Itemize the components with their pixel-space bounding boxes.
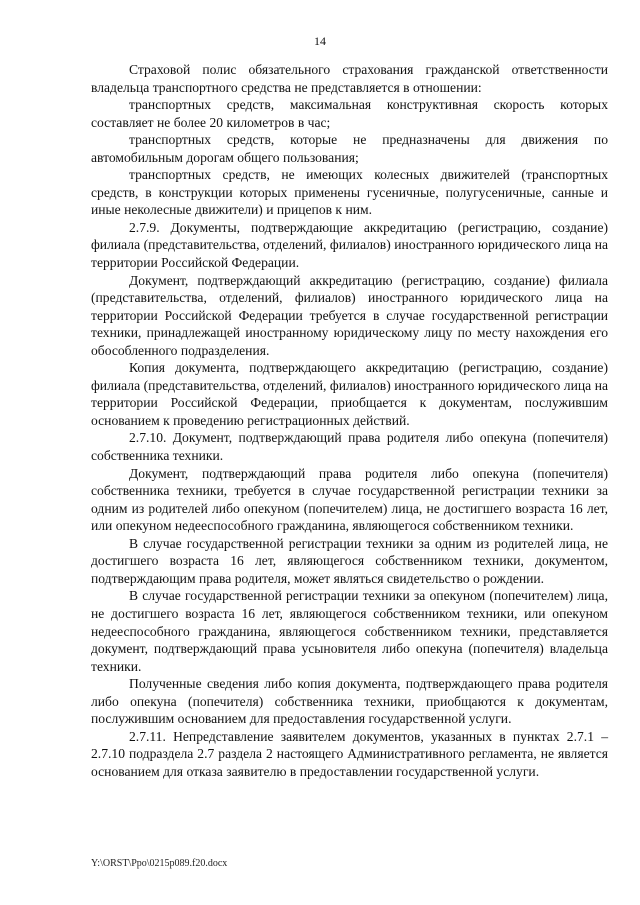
document-body	[91, 61, 608, 780]
paragraph: транспортных средств, не имеющих колесных движителей (транспортных средств, в конструкции которых применены гусеничные, полугусеничные, санные и иные неколесные движители) и прицепов к ним.	[91, 167, 608, 218]
paragraph: Документ, подтверждающий аккредитацию (регистрацию, создание) филиала (представительства, отделений, филиалов) иностранного юридического лица на территории Российской Федерации требуется в случае государственной регистрации техники, принадлежащей иностранному юридическому лицу по месту нахождения его обособленного подразделения.	[91, 272, 608, 358]
paragraph: В случае государственной регистрации техники за одним из родителей лица, не достигшего возраста 16 лет, являющегося собственником техники, документом, подтверждающим права родителя, может являться свидетельство о рождении.	[91, 535, 608, 586]
paragraph: В случае государственной регистрации техники за опекуном (попечителем) лица, не достигшего возраста 16 лет, являющегося собственником техники, или опекуном недееспособного гражданина, являющегося собственником техники, представляется документ, подтверждающий права усыновителя либо опекуна (попечителя) владельца техники.	[91, 588, 608, 674]
paragraph: 2.7.9. Документы, подтверждающие аккредитацию (регистрацию, создание) филиала (представительства, отделений, филиалов) иностранного юридического лица на территории Российской Федерации.	[91, 219, 608, 271]
paragraph: транспортных средств, максимальная конструктивная скорость которых составляет не более 20 километров в час;	[91, 97, 608, 130]
paragraph: 2.7.10. Документ, подтверждающий права родителя либо опекуна (попечителя) собственника техники.	[91, 430, 608, 464]
paragraph: транспортных средств, которые не предназначены для движения по автомобильным дорогам общего пользования;	[91, 132, 608, 165]
paragraph: Копия документа, подтверждающего аккредитацию (регистрацию, создание) филиала (представительства, отделений, филиалов) иностранного юридического лица на территории Российской Федерации, приобщается к документам, послужившим основанием к проведению регистрационных действий.	[91, 360, 608, 428]
paragraph: Страховой полис обязательного страхования гражданской ответственности владельца транспортного средства не представляется в отношении:	[91, 62, 608, 95]
paragraph: Документ, подтверждающий права родителя либо опекуна (попечителя) собственника техники, требуется в случае государственной регистрации техники за одним из родителей либо опекуном (попечителем) лица, не достигшего возраста 16 лет, или опекуном недееспособного гражданина, являющегося собственником техники.	[91, 465, 608, 534]
paragraph: Полученные сведения либо копия документа, подтверждающего права родителя либо опекуна (попечителя) собственника техники, приобщаются к документам, послужившим основанием для предоставления государственной услуги.	[91, 676, 608, 727]
page-number: 14	[314, 34, 326, 48]
paragraph: 2.7.11. Непредставление заявителем документов, указанных в пунктах 2.7.1 – 2.7.10 подраздела 2.7 раздела 2 настоящего Административного регламента, не является основанием для отказа заявителю в предоставлении государственной услуги.	[91, 728, 608, 779]
file-path-footer: Y:\ORST\Ppo\0215p089.f20.docx	[91, 858, 228, 869]
